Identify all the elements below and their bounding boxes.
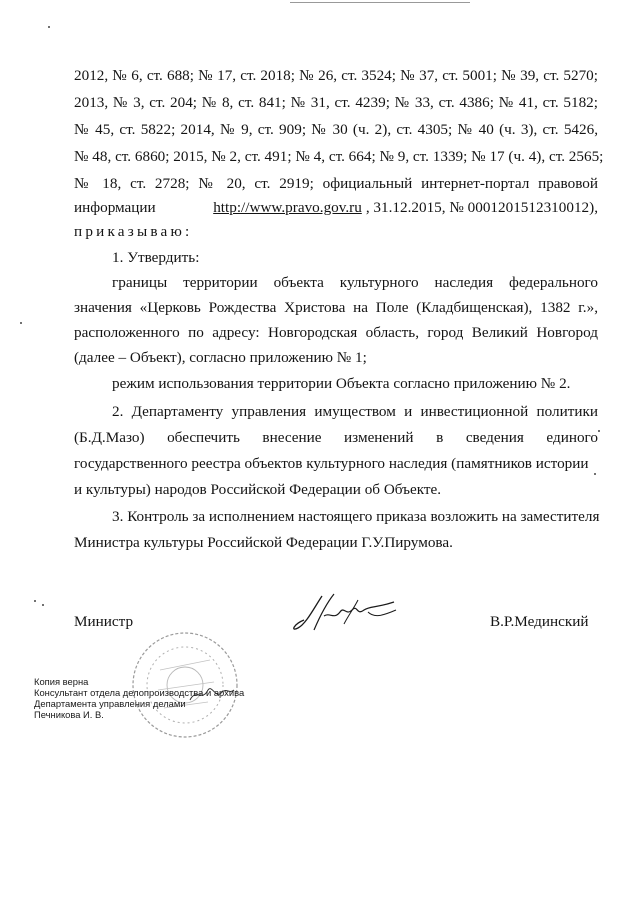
item-1-line-1: границы территории объекта культурного наследия федерального [112, 274, 598, 291]
top-edge-marks [290, 2, 470, 5]
text-line-2: 2013, № 3, ст. 204; № 8, ст. 841; № 31, ст. 4239; № 33, ст. 4386; № 41, ст. 5182; [74, 94, 598, 111]
item-2-line-2: (Б.Д.Мазо) обеспечить внесение изменений в сведения единого [74, 429, 598, 446]
item-1-regime: режим использования территории Объекта согласно приложению № 2. [112, 375, 571, 392]
signatory-position: Министр [74, 613, 134, 630]
item-1-line-4: (далее – Объект), согласно приложению № 1; [74, 349, 367, 366]
cert-line-1: Копия верна [34, 676, 89, 687]
item-1-heading: 1. Утвердить: [112, 249, 200, 266]
text-line-1: 2012, № 6, ст. 688; № 17, ст. 2018; № 26, ст. 3524; № 37, ст. 5001; № 39, ст. 5270; [74, 67, 598, 84]
info-prefix: информации [74, 199, 156, 216]
text-line-3: № 45, ст. 5822; 2014, № 9, ст. 909; № 30 (ч. 2), ст. 4305; № 40 (ч. 3), ст. 5426, [74, 121, 598, 138]
item-1-line-2: значения «Церковь Рождества Христова на Поле (Кладбищенская), 1382 г.», [74, 299, 598, 316]
cert-line-2: Консультант отдела делопроизводства и архива [34, 687, 245, 698]
cert-line-3: Департамента управления делами [34, 698, 186, 709]
order-word: приказываю: [74, 223, 193, 240]
pravo-link[interactable]: http://www.pravo.gov.ru [213, 199, 362, 216]
info-suffix: , 31.12.2015, № 0001201512310012), [365, 199, 598, 216]
text-line-4: № 48, ст. 6860; 2015, № 2, ст. 491; № 4, ст. 664; № 9, ст. 1339; № 17 (ч. 4), ст. 2565; [74, 148, 604, 165]
item-3-line-2: Министра культуры Российской Федерации Г.У.Пирумова. [74, 534, 453, 551]
text-line-5: № 18, ст. 2728; № 20, ст. 2919; официальный интернет-портал правовой [74, 175, 598, 192]
signatory-name: В.Р.Мединский [490, 613, 589, 630]
item-2-line-1: 2. Департаменту управления имуществом и инвестиционной политики [112, 403, 598, 420]
item-2-line-4: и культуры) народов Российской Федерации об Объекте. [74, 481, 442, 498]
item-1-line-3: расположенного по адресу: Новгородская область, город Великий Новгород [74, 324, 598, 341]
item-2-line-3: государственного реестра объектов культурного наследия (памятников истории [74, 455, 589, 472]
info-line [74, 198, 598, 218]
cert-initials [186, 682, 236, 708]
handwritten-signature [284, 586, 404, 638]
cert-line-4: Печникова И. В. [34, 709, 104, 720]
item-3-line-1: 3. Контроль за исполнением настоящего приказа возложить на заместителя [112, 508, 600, 525]
